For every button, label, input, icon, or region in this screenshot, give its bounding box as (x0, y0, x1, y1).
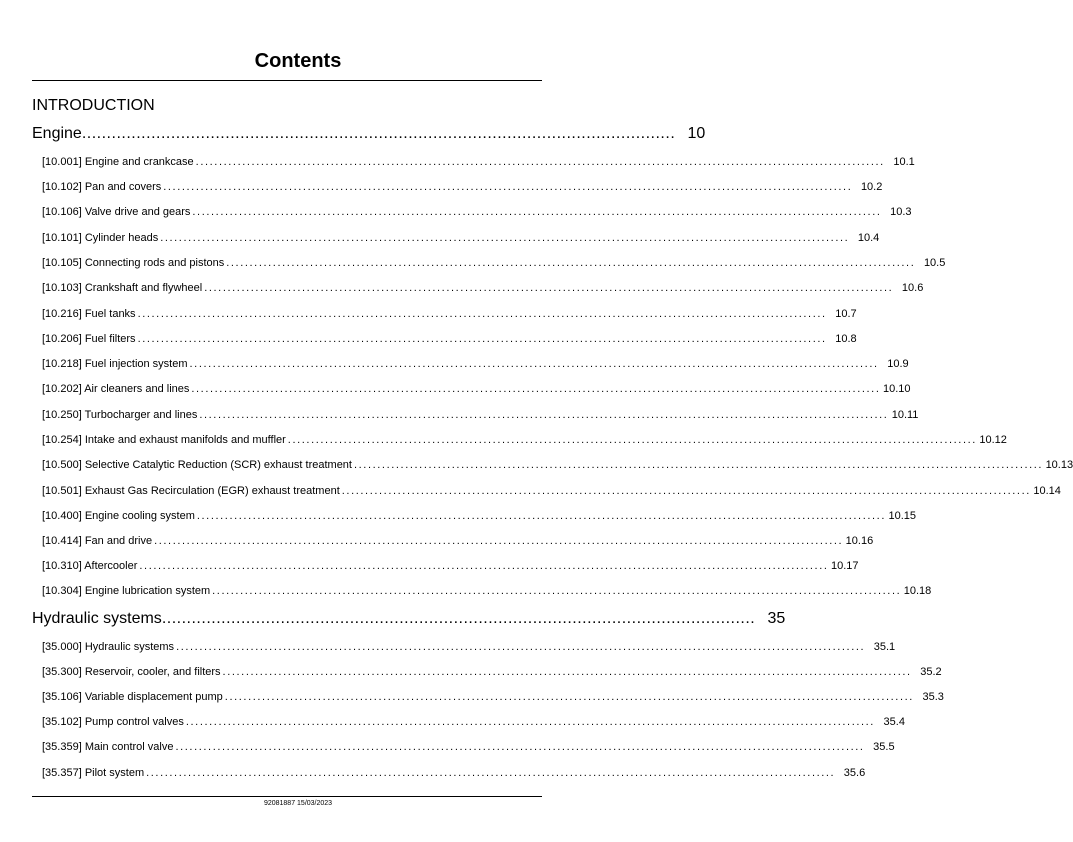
dot-leader: ........................................................................................................................ (161, 610, 756, 627)
dot-leader: .................................................................................................................................................... (137, 308, 827, 320)
toc-entry-label: [35.106] Variable displacement pump (42, 691, 223, 703)
toc-entry[interactable] (42, 641, 896, 653)
toc-entry-label: [10.101] Cylinder heads (42, 232, 159, 244)
dot-leader: .................................................................................................................................................... (224, 691, 914, 703)
toc-entry-label: [10.105] Connecting rods and pistons (42, 257, 225, 269)
toc-entry-label: [35.000] Hydraulic systems (42, 641, 175, 653)
toc-entry-page: 10.12 (979, 434, 1007, 446)
toc-entry[interactable] (42, 308, 857, 320)
dot-leader: .................................................................................................................................................... (196, 510, 886, 522)
toc-entry[interactable] (42, 716, 905, 728)
toc-entry-page: 35.5 (873, 741, 895, 753)
toc-entry-page: 35.3 (922, 691, 944, 703)
toc-entry-page: 35.4 (883, 716, 905, 728)
dot-leader: .................................................................................................................................................... (353, 459, 1044, 471)
toc-section-page: 35 (767, 610, 786, 627)
dot-leader: .................................................................................................................................................... (199, 409, 889, 421)
toc-entry-page: 10.2 (860, 181, 883, 193)
toc-entry-label: [10.250] Turbocharger and lines (42, 409, 198, 421)
toc-entry[interactable] (42, 434, 1007, 446)
toc-entry[interactable] (42, 257, 946, 269)
toc-entry-label: [10.102] Pan and covers (42, 181, 162, 193)
toc-entry-page: 10.15 (888, 510, 916, 522)
toc-entry-page: 10.4 (857, 232, 880, 244)
toc-entry-label: [10.310] Aftercooler (42, 560, 138, 572)
toc-entry-page: 10.11 (891, 409, 919, 421)
dot-leader: .................................................................................................................................................... (341, 485, 1031, 497)
toc-entry-label: [10.001] Engine and crankcase (42, 156, 194, 168)
toc-section-label: Hydraulic systems (32, 610, 162, 627)
toc-entry-page: 10.16 (845, 535, 874, 547)
toc-entry-label: [10.400] Engine cooling system (42, 510, 195, 522)
toc-entry-label: [10.500] Selective Catalytic Reduction (SCR) exhaust treatment (42, 459, 352, 471)
toc-entry-page: 10.1 (893, 156, 915, 168)
toc-entry[interactable] (42, 206, 912, 218)
toc-entry[interactable] (42, 181, 883, 193)
toc-entry[interactable] (42, 691, 944, 703)
toc-entry-page: 10.14 (1033, 485, 1061, 497)
page-title: Contents (254, 50, 342, 72)
toc-entry-label: [10.103] Crankshaft and flywheel (42, 282, 203, 294)
toc-entry-label: [10.254] Intake and exhaust manifolds and muffler (42, 434, 286, 446)
toc-entry[interactable] (42, 333, 857, 345)
dot-leader: .................................................................................................................................................... (137, 333, 827, 345)
toc-section-engine[interactable] (32, 125, 706, 143)
dot-leader: .................................................................................................................................................... (154, 535, 844, 547)
toc-entry[interactable] (42, 585, 932, 597)
bottom-divider (32, 796, 542, 797)
toc-entry[interactable] (42, 156, 915, 168)
dot-leader: .................................................................................................................................................... (204, 282, 894, 294)
toc-entry[interactable] (42, 535, 874, 547)
toc-entry[interactable] (42, 560, 859, 572)
dot-leader: .................................................................................................................................................... (191, 383, 881, 395)
toc-entry[interactable] (42, 741, 895, 753)
toc-entry-label: [10.414] Fan and drive (42, 535, 153, 547)
toc-entry-page: 10.17 (830, 560, 859, 572)
dot-leader: .................................................................................................................................................... (195, 156, 885, 168)
toc-entry-label: [35.359] Main control valve (42, 741, 174, 753)
toc-entry-label: [35.357] Pilot system (42, 767, 145, 779)
toc-entry-page: 10.10 (882, 383, 911, 395)
toc-section-hydraulic-systems[interactable] (32, 610, 786, 628)
toc-section-label: Engine (32, 125, 82, 142)
dot-leader: .................................................................................................................................................... (160, 232, 850, 244)
dot-leader: .................................................................................................................................................... (192, 206, 882, 218)
toc-entry-label: [35.300] Reservoir, cooler, and filters (42, 666, 221, 678)
toc-entry-page: 35.2 (920, 666, 942, 678)
toc-entry-label: [10.202] Air cleaners and lines (42, 383, 190, 395)
toc-entry-label: [10.106] Valve drive and gears (42, 206, 191, 218)
toc-entry-label: [10.206] Fuel filters (42, 333, 136, 345)
toc-entry-page: 10.5 (923, 257, 946, 269)
toc-entry-page: 10.6 (901, 282, 924, 294)
toc-entry[interactable] (42, 409, 919, 421)
dot-leader: .................................................................................................................................................... (176, 641, 866, 653)
dot-leader: .................................................................................................................................................... (226, 257, 916, 269)
page-footer: 92081887 15/03/2023 (263, 800, 333, 807)
toc-entry-label: [10.216] Fuel tanks (42, 308, 136, 320)
toc-entry[interactable] (42, 459, 1073, 471)
toc-entry-label: [35.102] Pump control valves (42, 716, 184, 728)
toc-entry-page: 10.8 (835, 333, 857, 345)
toc-entry-label: [10.304] Engine lubrication system (42, 585, 211, 597)
dot-leader: ........................................................................................................................ (81, 125, 676, 142)
dot-leader: .................................................................................................................................................... (139, 560, 829, 572)
toc-entry[interactable] (42, 666, 942, 678)
toc-entry[interactable] (42, 232, 880, 244)
toc-entry-page: 10.9 (887, 358, 909, 370)
toc-section-page: 10 (687, 125, 706, 142)
dot-leader: .................................................................................................................................................... (222, 666, 912, 678)
toc-entry-page: 35.6 (843, 767, 866, 779)
introduction-heading[interactable]: INTRODUCTION (32, 97, 155, 114)
dot-leader: .................................................................................................................................................... (146, 767, 836, 779)
toc-entry[interactable] (42, 767, 866, 779)
toc-entry-page: 10.7 (835, 308, 857, 320)
top-divider (32, 80, 542, 81)
dot-leader: .................................................................................................................................................... (185, 716, 875, 728)
toc-entry[interactable] (42, 485, 1061, 497)
toc-entry[interactable] (42, 282, 924, 294)
toc-entry-page: 10.3 (890, 206, 912, 218)
toc-entry[interactable] (42, 383, 911, 395)
toc-entry-page: 10.18 (903, 585, 932, 597)
toc-entry[interactable] (42, 358, 909, 370)
dot-leader: .................................................................................................................................................... (212, 585, 902, 597)
dot-leader: .................................................................................................................................................... (175, 741, 865, 753)
toc-entry-label: [10.218] Fuel injection system (42, 358, 188, 370)
toc-entry-page: 10.13 (1045, 459, 1073, 471)
toc-entry-label: [10.501] Exhaust Gas Recirculation (EGR) exhaust treatment (42, 485, 340, 497)
dot-leader: .................................................................................................................................................... (189, 358, 879, 370)
dot-leader: .................................................................................................................................................... (163, 181, 853, 193)
dot-leader: .................................................................................................................................................... (287, 434, 977, 446)
toc-entry-page: 35.1 (873, 641, 896, 653)
toc-entry[interactable] (42, 510, 916, 522)
